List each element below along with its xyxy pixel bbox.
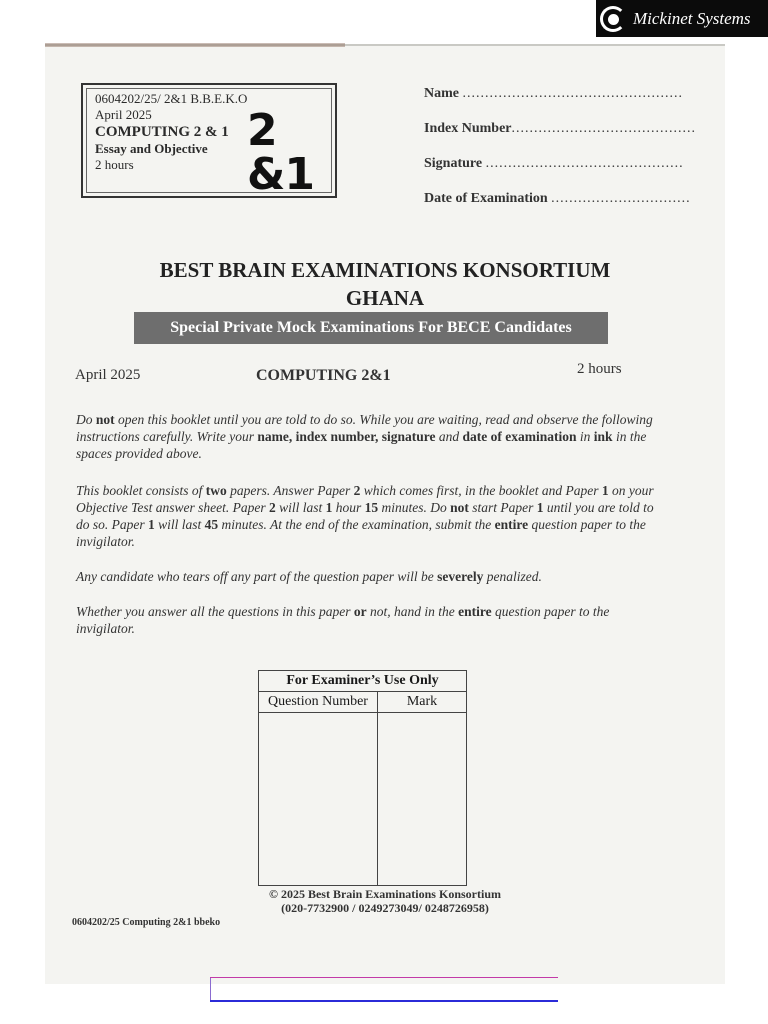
copyright: © 2025 Best Brain Examinations Konsortium bbox=[269, 887, 501, 901]
col-mark: Mark bbox=[406, 694, 438, 709]
paper-code-box bbox=[81, 83, 337, 198]
paper-duration: 2 hours bbox=[95, 157, 134, 172]
selection-line-bottom bbox=[210, 1000, 558, 1002]
examiner-table-body bbox=[377, 713, 378, 885]
index-number-field[interactable]: Index Number......................................... bbox=[424, 121, 697, 136]
mickinet-logo bbox=[596, 0, 768, 37]
exam-date: April 2025 bbox=[75, 367, 141, 383]
exam-banner: Special Private Mock Examinations For BECE Candidates bbox=[134, 312, 608, 344]
contact-numbers: (020-7732900 / 0249273049/ 0248726958) bbox=[281, 901, 489, 915]
examiner-table-title: For Examiner’s Use Only bbox=[259, 671, 466, 692]
paper-month: April 2025 bbox=[95, 107, 152, 122]
org-country: GHANA bbox=[345, 286, 425, 310]
selection-edge bbox=[210, 977, 211, 1001]
examiner-table bbox=[258, 670, 467, 886]
org-name: BEST BRAIN EXAMINATIONS KONSORTIUM bbox=[159, 258, 611, 282]
exam-paper bbox=[45, 44, 725, 984]
instruction-4: Whether you answer all the questions in this paper or not, hand in the entire question paper to the invigilator. bbox=[76, 604, 610, 636]
instruction-1: Do not open this booklet until you are told to do so. While you are waiting, read and observe the following instructions carefully. Write your name, index number, signature and date of examination in ink in the spaces provided above. bbox=[76, 412, 653, 461]
paper-stamp: 2 &1 bbox=[247, 105, 314, 200]
logo-text: Mickinet Systems bbox=[633, 8, 751, 28]
exam-duration: 2 hours bbox=[577, 361, 622, 377]
candidate-fields bbox=[424, 86, 699, 226]
instruction-3: Any candidate who tears off any part of the question paper will be severely penalized. bbox=[76, 569, 542, 584]
col-question-number: Question Number bbox=[259, 692, 378, 712]
paper-code: 0604202/25/ 2&1 B.B.E.K.O bbox=[95, 91, 248, 106]
signature-field[interactable]: Signature ............................................ bbox=[424, 156, 684, 171]
name-field[interactable]: Name ................................................. bbox=[424, 86, 683, 101]
selection-line-top bbox=[210, 977, 558, 978]
paper-edge bbox=[45, 43, 345, 47]
paper-type: Essay and Objective bbox=[95, 141, 208, 156]
logo-icon bbox=[600, 4, 630, 34]
date-of-examination-field[interactable]: Date of Examination ............................... bbox=[424, 191, 691, 206]
instruction-2: This booklet consists of two papers. Answer Paper 2 which comes first, in the booklet and Paper 1 on your Objective Test answer sheet. Paper 2 will last 1 hour 15 minutes. Do not start Paper 1 until you are told to do so. Paper 1 will last 45 minutes. At the end of the examination, submit the entire question paper to the invigilator. bbox=[76, 483, 654, 549]
paper-subject: COMPUTING 2 & 1 bbox=[95, 124, 229, 140]
footer-code: 0604202/25 Computing 2&1 bbeko bbox=[72, 917, 221, 928]
exam-subject: COMPUTING 2&1 bbox=[256, 367, 391, 384]
